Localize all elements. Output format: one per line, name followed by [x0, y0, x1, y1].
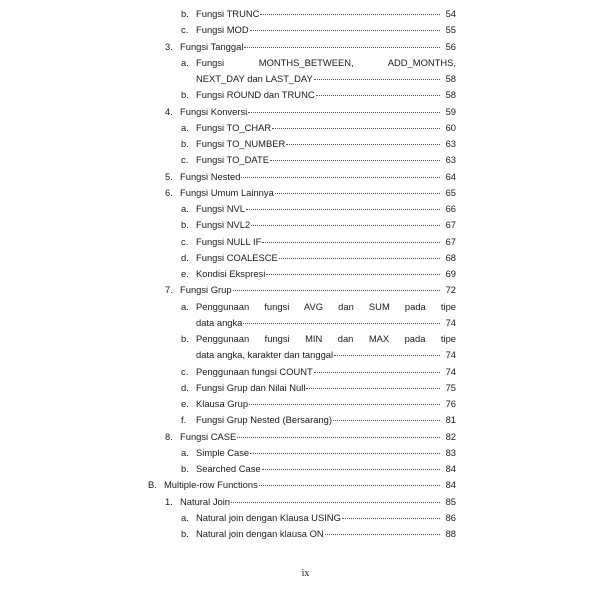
toc-entry[interactable] [0, 380, 611, 396]
toc-entry-title: Fungsi Grup dan Nilai Null [196, 381, 306, 393]
dot-leader [316, 94, 440, 96]
toc-entry-page: 59 [445, 105, 456, 117]
toc-entry-title: Fungsi NVL2 [196, 219, 251, 231]
dot-leader [260, 13, 440, 15]
toc-entry-title: Natural Join [180, 495, 231, 507]
toc-entry-number: 8. [165, 430, 173, 442]
toc-entry-title: Fungsi MOD [196, 24, 249, 36]
toc-entry-number: a. [181, 121, 189, 133]
dot-leader [270, 159, 440, 161]
dot-leader [259, 484, 440, 486]
toc-entry-page: 74 [445, 365, 456, 377]
toc-entry[interactable] [0, 477, 611, 493]
toc-entry-number: 4. [165, 105, 173, 117]
toc-entry-title: Fungsi TO_NUMBER [196, 138, 286, 149]
toc-entry-title: Fungsi CASE [180, 430, 237, 442]
dot-leader [243, 322, 440, 324]
toc-entry-number: b. [181, 463, 189, 474]
toc-entry[interactable] [0, 445, 611, 461]
toc-entry-page: 60 [445, 121, 456, 133]
toc-entry[interactable] [0, 201, 611, 217]
toc-entry-number: d. [181, 381, 189, 393]
dot-leader [333, 419, 440, 421]
dot-leader [231, 501, 440, 503]
toc-entry-title: Fungsi Tanggal [180, 40, 244, 52]
toc-entry-page: 56 [445, 40, 456, 52]
toc-entry-page: 58 [445, 89, 456, 101]
toc-entry-title: Natural join dengan klausa ON [196, 528, 324, 539]
toc-entry-title: Fungsi Grup Nested (Bersarang) [196, 414, 332, 426]
dot-leader [306, 387, 440, 389]
toc-entry[interactable] [0, 169, 611, 185]
dot-leader [248, 111, 440, 113]
toc-entry-number: c. [181, 24, 189, 36]
toc-entry[interactable] [0, 234, 611, 250]
toc-entry-title: Fungsi Konversi [180, 105, 248, 117]
dot-leader [249, 403, 440, 405]
toc-entry-title: Fungsi Umum Lainnya [180, 186, 274, 198]
toc-entry-page: 86 [445, 511, 456, 523]
toc-entry-title: Fungsi ROUND dan TRUNC [196, 89, 315, 101]
toc-entry[interactable] [0, 266, 611, 282]
dot-leader [314, 78, 440, 80]
dot-leader [279, 257, 440, 259]
toc-entry-number: a. [181, 203, 189, 214]
toc-entry[interactable] [0, 396, 611, 412]
toc-entry-title: Multiple-row Functions [164, 479, 258, 491]
dot-leader [272, 127, 440, 129]
dot-leader [325, 533, 440, 535]
toc-entry-page: 84 [445, 479, 456, 491]
toc-entry-page: 68 [445, 251, 456, 263]
toc-entry[interactable] [0, 55, 611, 71]
dot-leader [237, 436, 440, 438]
toc-entry-page: 63 [445, 154, 456, 166]
toc-entry-title: Fungsi NULL IF [196, 235, 262, 247]
toc-entry-page: 67 [445, 235, 456, 247]
toc-entry-title: Fungsi TO_CHAR [196, 121, 272, 133]
toc-entry-number: a. [181, 56, 189, 68]
toc-entry[interactable] [0, 104, 611, 120]
toc-entry-number: 5. [165, 170, 173, 182]
toc-entry-page: 74 [445, 349, 456, 361]
toc-entry-page: 64 [445, 170, 456, 182]
toc-entry-number: a. [181, 300, 189, 312]
toc-entry-number: 1. [165, 495, 173, 507]
toc-entry-number: b. [181, 138, 189, 149]
toc-entry-page: 83 [445, 446, 456, 458]
toc-entry-page: 76 [445, 398, 456, 409]
toc-entry-number: 7. [165, 284, 173, 296]
dot-leader [233, 289, 440, 291]
toc-entry-title: Fungsi Grup [180, 284, 232, 296]
toc-entry-number: a. [181, 446, 189, 458]
toc-entry-title: Fungsi TO_DATE [196, 154, 269, 166]
toc-entry-page: 63 [445, 138, 456, 149]
dot-leader [246, 208, 440, 210]
toc-entry-title: Klausa Grup [196, 398, 249, 409]
toc-entry-page: 74 [445, 316, 456, 328]
toc-entry[interactable] [0, 429, 611, 445]
dot-leader [314, 371, 440, 373]
toc-entry[interactable] [0, 185, 611, 201]
toc-entry-title: Fungsi COALESCE [196, 251, 278, 263]
toc-entry-title: Fungsi MONTHS_BETWEEN, ADD_MONTHS, [196, 56, 456, 68]
toc-entry[interactable] [0, 461, 611, 477]
toc-entry-page: 66 [445, 203, 456, 214]
dot-leader [342, 517, 440, 519]
toc-entry-title-continued: NEXT_DAY dan LAST_DAY [196, 73, 313, 84]
toc-entry[interactable] [0, 412, 611, 428]
toc-entry[interactable] [0, 87, 611, 103]
toc-entry-page: 69 [445, 268, 456, 279]
toc-entry-page: 75 [445, 381, 456, 393]
toc-entry-page: 67 [445, 219, 456, 231]
toc-entry[interactable] [0, 217, 611, 233]
toc-entry-title: Penggunaan fungsi COUNT [196, 365, 313, 377]
toc-entry-number: b. [181, 528, 189, 539]
toc-entry-title: Natural join dengan Klausa USING [196, 511, 341, 523]
toc-entry-page: 58 [445, 73, 456, 84]
toc-entry-title: Fungsi TRUNC [196, 8, 260, 19]
toc-entry[interactable] [0, 22, 611, 38]
toc-entry[interactable] [0, 331, 611, 347]
toc-entry-number: 3. [165, 40, 173, 52]
toc-entry-number: b. [181, 333, 189, 344]
toc-entry-number: e. [181, 268, 189, 279]
toc-entry[interactable] [0, 39, 611, 55]
dot-leader [250, 29, 440, 31]
dot-leader [286, 143, 440, 145]
toc-entry-page: 54 [445, 8, 456, 19]
toc-entry-page: 55 [445, 24, 456, 36]
dot-leader [244, 46, 440, 48]
toc-entry[interactable] [0, 250, 611, 266]
toc-entry[interactable] [0, 282, 611, 298]
toc-entry-number: c. [181, 154, 189, 166]
toc-entry-title-continued: data angka, karakter dan tanggal [196, 349, 334, 361]
toc-entry-title: Searched Case [196, 463, 261, 474]
toc-entry-title-continued: data angka [196, 316, 243, 328]
dot-leader [241, 176, 440, 178]
toc-entry-number: c. [181, 365, 189, 377]
toc-entry-page: 88 [445, 528, 456, 539]
dot-leader [275, 192, 440, 194]
dot-leader [262, 241, 440, 243]
toc-entry-page: 65 [445, 186, 456, 198]
toc-entry[interactable] [0, 120, 611, 136]
toc-entry-number: b. [181, 219, 189, 231]
toc-entry-page: 81 [445, 414, 456, 426]
toc-entry[interactable] [0, 526, 611, 542]
toc-entry-number: e. [181, 398, 189, 409]
toc-entry-page: 82 [445, 430, 456, 442]
toc-entry-number: 6. [165, 186, 173, 198]
toc-entry-title: Simple Case [196, 446, 250, 458]
toc-entry-number: a. [181, 511, 189, 523]
toc-entry-page: 84 [445, 463, 456, 474]
page-number: ix [301, 568, 310, 579]
toc-entry-continuation[interactable] [0, 315, 611, 331]
dot-leader [251, 224, 440, 226]
dot-leader [262, 468, 440, 470]
toc-entry[interactable] [0, 136, 611, 152]
toc-entry-continuation[interactable] [0, 71, 611, 87]
toc-entry-page: 72 [445, 284, 456, 296]
toc-entry[interactable] [0, 364, 611, 380]
toc-entry-number: f. [181, 414, 187, 426]
dot-leader [334, 354, 440, 356]
toc-entry[interactable] [0, 299, 611, 315]
dot-leader [250, 452, 440, 454]
toc-entry[interactable] [0, 494, 611, 510]
toc-entry-number: b. [181, 89, 189, 101]
toc-entry-number: b. [181, 8, 189, 19]
toc-entry[interactable] [0, 510, 611, 526]
toc-entry-title: Penggunaan fungsi AVG dan SUM pada tipe [196, 300, 456, 312]
toc-entry[interactable] [0, 152, 611, 168]
toc-entry-title: Fungsi Nested [180, 170, 241, 182]
table-of-contents [0, 6, 611, 542]
dot-leader [266, 273, 440, 275]
toc-entry-title: Kondisi Ekspresi [196, 268, 266, 279]
toc-entry-title: Fungsi NVL [196, 203, 245, 214]
toc-entry-page: 85 [445, 495, 456, 507]
toc-entry-title: Penggunaan fungsi MIN dan MAX pada tipe [196, 333, 456, 344]
toc-entry[interactable] [0, 6, 611, 22]
toc-entry-number: d. [181, 251, 189, 263]
toc-entry-continuation[interactable] [0, 347, 611, 363]
toc-entry-number: c. [181, 235, 189, 247]
toc-entry-number: B. [148, 479, 157, 491]
